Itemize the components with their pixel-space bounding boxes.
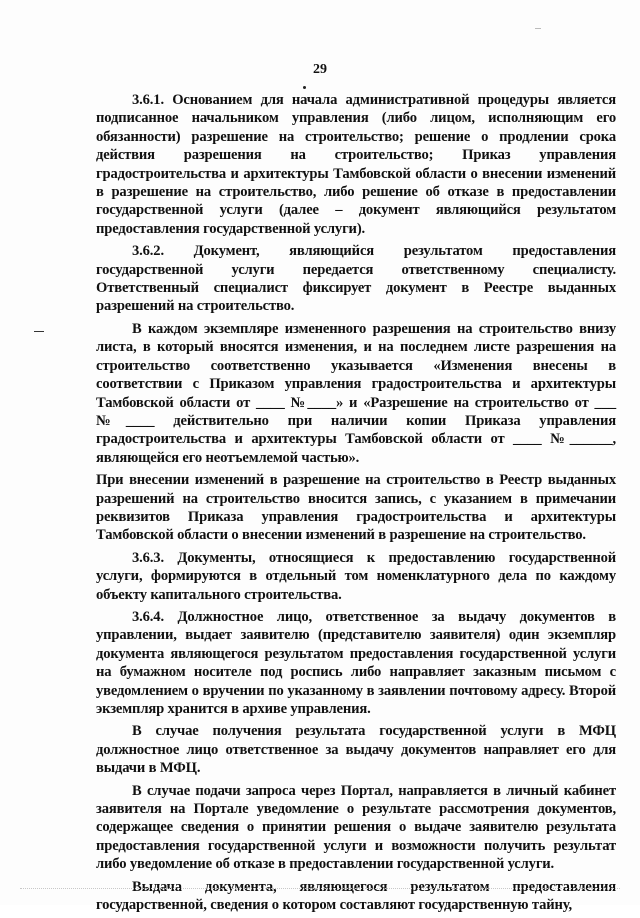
- paragraph-3-6-4: 3.6.4. Должностное лицо, ответственное за выдачу документов в управлении, выдает заявителю (представителю заявителя) один экземпляр документа являющегося результатом предоставления государственной услуги на бумажном носителе под роспись либо направляет заказным письмом с уведомлением о вручении по указанному в заявлении почтовому адресу. Второй экземпляр хранится в архиве управления.: [96, 608, 616, 717]
- paragraph-mfc: В случае получения результата государственной услуги в МФЦ должностное лицо ответственное за выдачу документов направляет его для выдачи в МФЦ.: [96, 723, 616, 777]
- paragraph-amendment-note: В каждом экземпляре измененного разрешения на строительство внизу листа, в который вносятся изменения, и на последнем листе разрешения на строительство соответственно указывается «Изменения внесены в соответствии с Приказом управления градостроительства и архитектуры Тамбовской области от ____ №____» и «Разрешение на строительство от ___ №____ действительно при наличии копии Приказа управления градостроительства и архитектуры Тамбовской области от ____ №______, являющейся его неотъемлемой частью».: [96, 320, 616, 466]
- document-body: [96, 91, 616, 918]
- scan-dot: [303, 86, 306, 89]
- paragraph-registry-entry: При внесении изменений в разрешение на строительство в Реестр выданных разрешений на строительство вносится запись, с указанием в примечании реквизитов Приказа управления градостроительства и архитектуры Тамбовской области о внесении изменений в разрешение на строительство.: [96, 472, 616, 544]
- page-number: 29: [313, 62, 327, 77]
- paragraph-state-secret: Выдача документа, являющегося результатом предоставления государственной, сведения о котором составляют государственную тайну,: [96, 878, 616, 914]
- paragraph-portal: В случае подачи запроса через Портал, направляется в личный кабинет заявителя на Портале уведомление о результате рассмотрения документов, содержащее сведения о принятии решения о выдаче заявителю результата предоставления государственной услуги и возможности получить результат либо уведомление об отказе в предоставлении государственной услуги.: [96, 782, 616, 873]
- paragraph-3-6-3: 3.6.3. Документы, относящиеся к предоставлению государственной услуги, формируются в отдельный том номенклатурного дела по каждому объекту капитального строительства.: [96, 549, 616, 603]
- paragraph-3-6-2: 3.6.2. Документ, являющийся результатом предоставления государственной услуги передается ответственному специалисту. Ответственный специалист фиксирует документ в Реестре выданных разрешений на строительство.: [96, 243, 616, 315]
- scan-artifact: [535, 28, 541, 29]
- scan-bottom-edge: [20, 888, 620, 889]
- paragraph-3-6-1: 3.6.1. Основанием для начала административной процедуры является подписанное начальником управления (либо лицом, исполняющим его обязанности) разрешение на строительство; решение о продлении срока действия разрешения на строительство; Приказ управления градостроительства и архитектуры Тамбовской области о внесении изменений в разрешение на строительство, либо решение об отказе в предоставлении государственной услуги (далее – документ являющийся результатом предоставления государственной услуги).: [96, 92, 616, 237]
- margin-mark: [34, 331, 44, 332]
